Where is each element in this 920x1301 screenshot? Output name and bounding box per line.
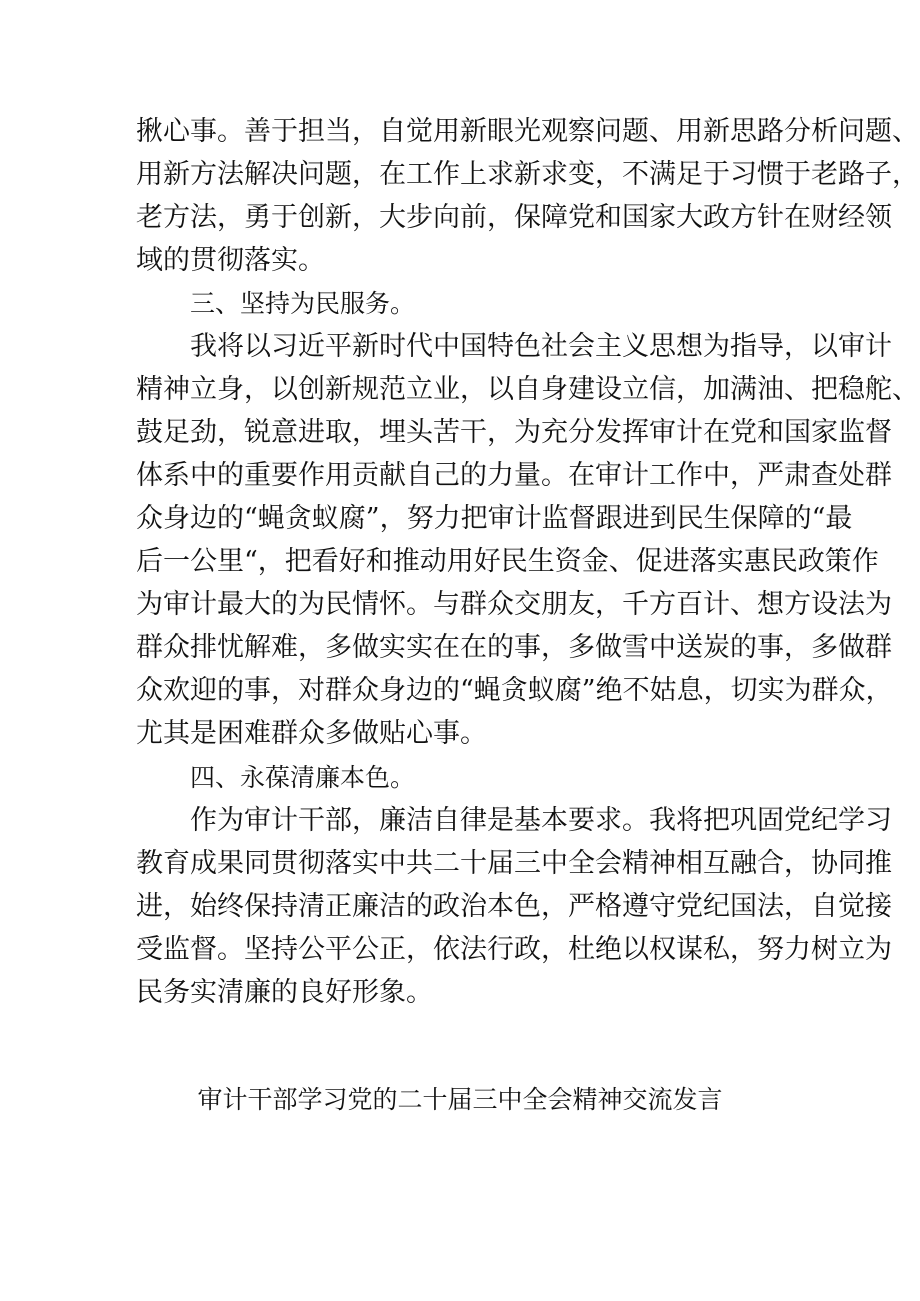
paragraph-line: 众欢迎的事，对群众身边的“蝇贪蚁腐”绝不姑息，切实为群众， (136, 675, 893, 706)
paragraph-line: 用新方法解决问题，在工作上求新求变，不满足于习惯于老路子， (136, 159, 919, 190)
paragraph-line: 受监督。坚持公平公正，依法行政，杜绝以权谋私，努力树立为 (136, 934, 892, 965)
paragraph-line: 进，始终保持清正廉洁的政治本色，严格遵守党纪国法，自觉接 (136, 891, 892, 922)
section-heading: 四、永葆清廉本色。 (190, 763, 416, 792)
paragraph-line: 民务实清廉的良好形象。 (136, 977, 433, 1008)
paragraph-line: 揪心事。善于担当，自觉用新眼光观察问题、用新思路分析问题、 (136, 116, 919, 147)
section-heading: 三、坚持为民服务。 (190, 289, 416, 318)
paragraph-line: 域的贯彻落实。 (136, 245, 325, 276)
paragraph-line: 我将以习近平新时代中国特色社会主义思想为指导，以审计 (190, 331, 892, 362)
paragraph-line: 作为审计干部，廉洁自律是基本要求。我将把巩固党纪学习 (190, 805, 892, 836)
paragraph-line: 众身边的“蝇贪蚁腐”，努力把审计监督跟进到民生保障的“最 (136, 503, 853, 534)
document-title: 审计干部学习党的二十届三中全会精神交流发言 (197, 1085, 723, 1114)
paragraph-line: 后一公里“，把看好和推动用好民生资金、促进落实惠民政策作 (136, 546, 879, 577)
paragraph-line: 老方法，勇于创新，大步向前，保障党和国家大政方针在财经领 (136, 202, 892, 233)
paragraph-line: 尤其是困难群众多做贴心事。 (136, 718, 487, 749)
paragraph-line: 体系中的重要作用贡献自己的力量。在审计工作中，严肃查处群 (136, 460, 892, 491)
paragraph-line: 鼓足劲，锐意进取，埋头苦干，为充分发挥审计在党和国家监督 (136, 417, 892, 448)
paragraph-line: 精神立身，以创新规范立业，以自身建设立信，加满油、把稳舵、 (136, 374, 919, 405)
paragraph-line: 教育成果同贯彻落实中共二十届三中全会精神相互融合，协同推 (136, 848, 892, 879)
paragraph-line: 为审计最大的为民情怀。与群众交朋友，千方百计、想方设法为 (136, 589, 892, 620)
paragraph-line: 群众排忧解难，多做实实在在的事，多做雪中送炭的事，多做群 (136, 632, 892, 663)
